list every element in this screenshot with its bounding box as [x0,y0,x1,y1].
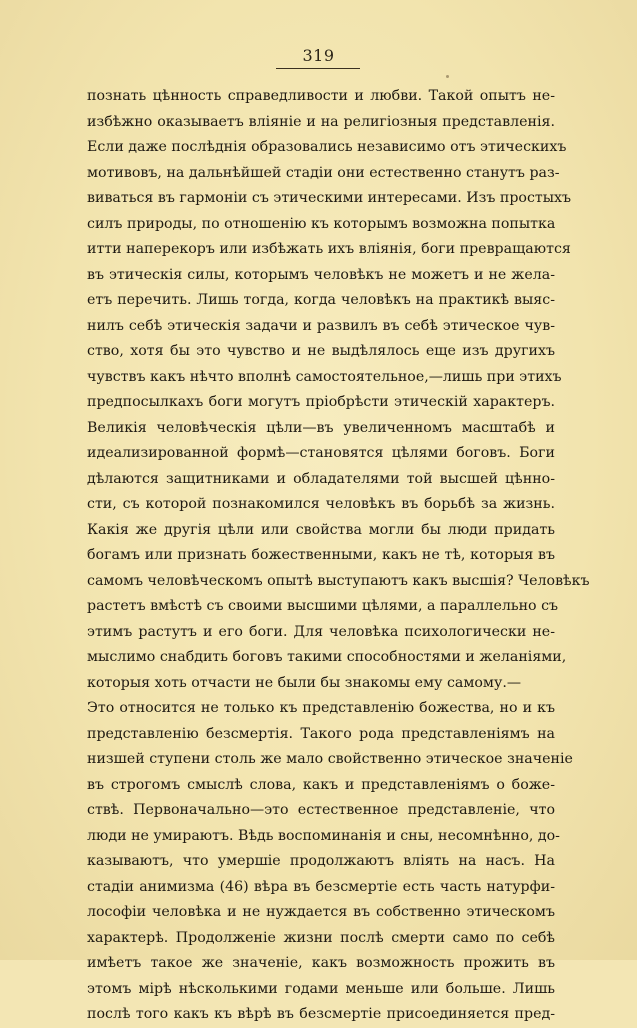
text-line: растетъ вмѣстѣ съ своими высшими цѣлями, а параллельно съ [87,598,559,614]
print-speck [446,75,449,78]
text-line: этомъ мірѣ нѣсколькими годами меньше или больше. Лишь [87,980,555,997]
text-line: которыя хоть отчасти не были бы знакомы ему самому.— [87,674,522,691]
text-line: казываютъ, что умершіе продолжаютъ вліять на насъ. На [87,853,555,869]
text-line: характерѣ. Продолженіе жизни послѣ смерти само по себѣ [87,929,555,946]
text-line: Великія человѣческія цѣли—въ увеличенномъ масштабѣ и [87,419,555,436]
text-line: въ этическія силы, которымъ человѣкъ не можетъ и не жела- [87,266,555,283]
text-line: ствѣ. Первоначально—это естественное представленіе, что [87,802,555,818]
text-line: предпосылкахъ боги могутъ пріобрѣсти этическій характеръ. [87,394,555,410]
text-line: послѣ того какъ къ вѣрѣ въ безсмертіе присоединяется пред- [87,1006,555,1022]
text-line: низшей ступени столь же мало свойственно этическое значеніе [87,751,573,767]
text-line: познать цѣнность справедливости и любви. Такой опытъ не- [87,88,555,104]
text-line: стадіи анимизма (46) вѣра въ безсмертіе есть часть натурфи- [87,878,555,895]
text-line: мотивовъ, на дальнѣйшей стадіи они естественно станутъ раз- [87,164,560,181]
text-line: Какія же другія цѣли или свойства могли бы люди придать [87,521,555,538]
text-line: богамъ или признать божественными, какъ не тѣ, которыя въ [87,547,555,563]
text-line: Это относится не только къ представленію божества, но и къ [87,700,555,716]
text-line: самомъ человѣческомъ опытѣ выступаютъ какъ высшія? Человѣкъ [87,572,590,589]
text-line: этимъ растутъ и его боги. Для человѣка психологически не- [87,623,555,640]
text-line: Если даже послѣднія образовались независимо отъ этическихъ [87,139,567,155]
text-line: етъ перечить. Лишь тогда, когда человѣкъ на практикѣ выяс- [87,292,555,308]
text-line: итти наперекоръ или избѣжать ихъ вліянія, боги превращаются [87,241,571,257]
text-line: ство, хотя бы это чувство и не выдѣлялось еще изъ другихъ [87,343,555,359]
text-line: лософіи человѣка и не нуждается въ собственно этическомъ [87,904,555,920]
text-line: сти, съ которой познакомился человѣкъ въ борьбѣ за жизнь. [87,496,555,512]
page-number: 319 [302,46,335,65]
text-line: избѣжно оказываетъ вліяніе и на религіозныя представленія. [87,113,555,130]
text-line: въ строгомъ смыслѣ слова, какъ и представленіямъ о боже- [87,776,555,793]
text-line: чувствъ какъ нѣчто вполнѣ самостоятельное,—лишь при этихъ [87,368,562,385]
text-line: имѣетъ такое же значеніе, какъ возможность прожить въ [87,955,555,971]
body-text [87,84,590,1028]
text-line: люди не умираютъ. Вѣдь воспоминанія и сны, несомнѣнно, до- [87,827,560,844]
header-rule [276,68,360,69]
text-line: силъ природы, по отношенію къ которымъ возможна попытка [87,215,556,232]
text-line: идеализированной формѣ—становятся цѣлями боговъ. Боги [87,445,555,461]
text-line: представленію безсмертія. Такого рода представленіямъ на [87,725,555,742]
text-line: нилъ себѣ этическія задачи и развилъ въ себѣ этическое чув- [87,317,555,334]
text-line: виваться въ гармоніи съ этическими интересами. Изъ простыхъ [87,190,572,206]
text-line: мыслимо снабдить боговъ такими способностями и желаніями, [87,649,567,665]
text-line: дѣлаются защитниками и обладателями той высшей цѣнно- [87,470,555,487]
